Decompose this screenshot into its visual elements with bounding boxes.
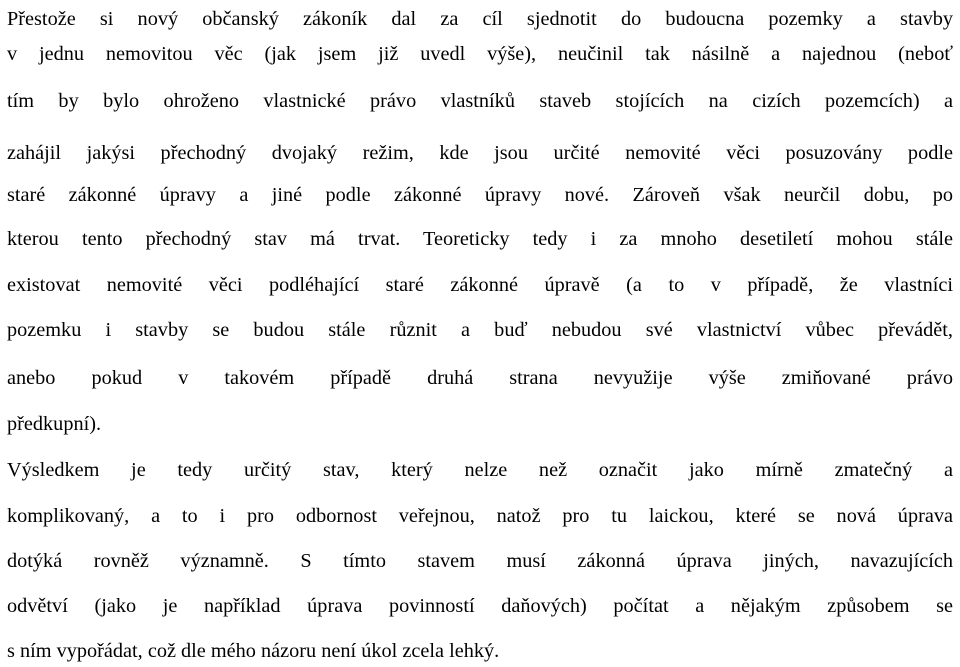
text-line: komplikovaný, a to i pro odbornost veřejnou, natož pro tu laickou, které se nová úprava bbox=[7, 505, 953, 527]
text-line: tím by bylo ohroženo vlastnické právo vlastníků staveb stojících na cizích pozemcích) a bbox=[7, 90, 953, 112]
text-line: Výsledkem je tedy určitý stav, který nelze než označit jako mírně zmatečný a bbox=[7, 459, 953, 481]
text-line: pozemku i stavby se budou stále různit a buď nebudou své vlastnictví vůbec převádět, bbox=[7, 319, 953, 341]
text-line: existovat nemovité věci podléhající staré zákonné úpravě (a to v případě, že vlastníci bbox=[7, 274, 953, 296]
text-line: odvětví (jako je například úprava povinností daňových) počítat a nějakým způsobem se bbox=[7, 595, 953, 617]
text-line: dotýká rovněž významně. S tímto stavem musí zákonná úprava jiných, navazujících bbox=[7, 550, 953, 572]
text-line: v jednu nemovitou věc (jak jsem již uvedl výše), neučinil tak násilně a najednou (neboť bbox=[7, 43, 953, 65]
text-line: kterou tento přechodný stav má trvat. Teoreticky tedy i za mnoho desetiletí mohou stále bbox=[7, 228, 953, 250]
text-line: anebo pokud v takovém případě druhá strana nevyužije výše zmiňované právo bbox=[7, 367, 953, 389]
text-line: staré zákonné úpravy a jiné podle zákonné úpravy nové. Zároveň však neurčil dobu, po bbox=[7, 184, 953, 206]
text-line: s ním vypořádat, což dle mého názoru není úkol zcela lehký. bbox=[7, 640, 500, 662]
text-line: zahájil jakýsi přechodný dvojaký režim, kde jsou určité nemovité věci posuzovány podle bbox=[7, 142, 953, 164]
text-line: předkupní). bbox=[7, 413, 102, 435]
text-line: Přestože si nový občanský zákoník dal za cíl sjednotit do budoucna pozemky a stavby bbox=[7, 8, 953, 30]
